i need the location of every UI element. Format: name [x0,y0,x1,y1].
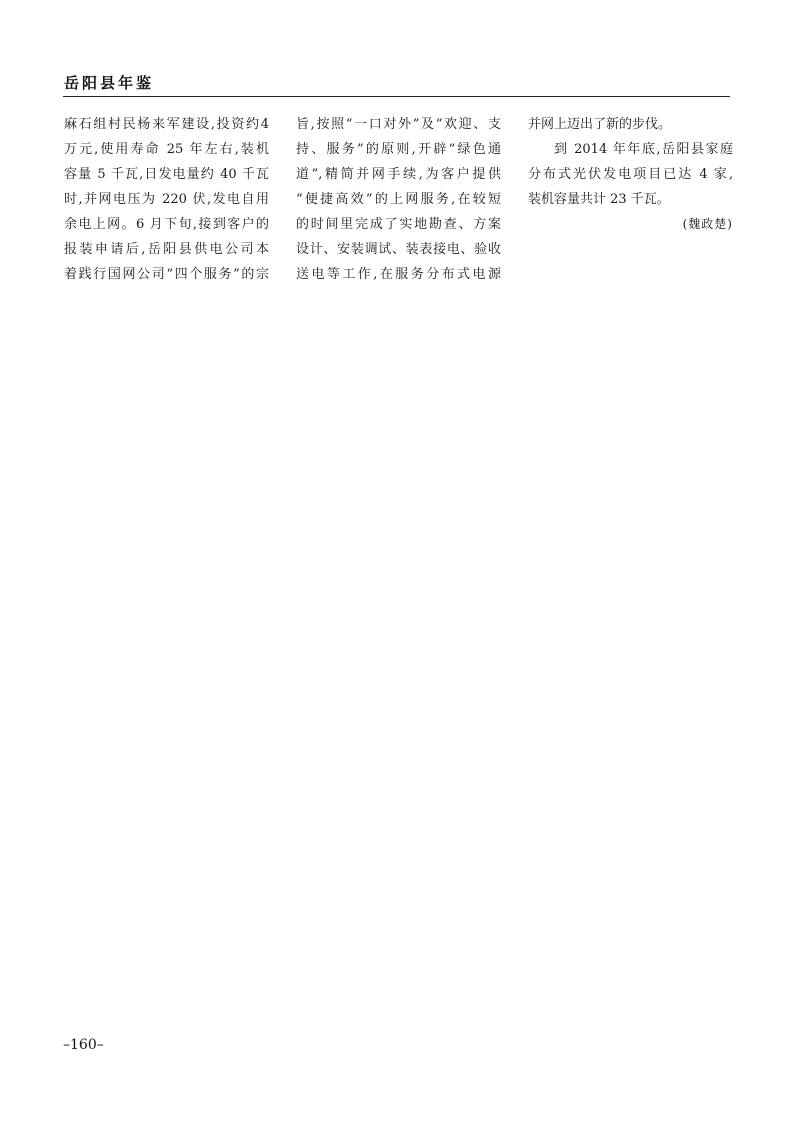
text-line: 容量 5 千瓦,日发电量约 40 千瓦 [64,167,269,182]
header-rule [63,96,730,97]
text-line: 的时间里完成了实地勘查、方案 [296,217,501,232]
running-header-title: 岳阳县年鉴 [64,74,155,92]
text-line: 时,并网电压为 220 伏,发电自用 [64,192,269,207]
text-line: “便捷高效”的上网服务,在较短 [296,192,501,207]
text-line: 着践行国网公司“四个服务”的宗 [64,267,269,282]
text-line: 到 2014 年年底,岳阳县家庭 [554,142,733,157]
text-line: 分布式光伏发电项目已达 4 家, [528,167,733,182]
text-line: 旨,按照“一口对外”及“欢迎、支 [296,117,501,132]
text-line: 并网上迈出了新的步伐。 [528,117,672,132]
author-credit: (魏政楚) [682,217,733,231]
text-line: 报装申请后,岳阳县供电公司本 [64,242,269,257]
text-line: 麻石组村民杨来军建设,投资约4 [64,117,269,132]
text-line: 万元,使用寿命 25 年左右,装机 [64,142,269,157]
text-line: 送电等工作,在服务分布式电源 [296,267,501,282]
text-column-3 [528,112,733,237]
text-line: 余电上网。6 月下旬,接到客户的 [64,217,269,232]
text-column-1 [64,112,269,287]
text-line: 道”,精简并网手续,为客户提供 [296,167,501,182]
text-line: 持、服务”的原则,开辟“绿色通 [296,142,501,157]
page-number: –160– [63,1037,104,1053]
text-column-2 [296,112,501,287]
text-line: 装机容量共计 23 千瓦。 [528,192,670,207]
text-line: 设计、安装调试、装表接电、验收 [296,242,501,257]
